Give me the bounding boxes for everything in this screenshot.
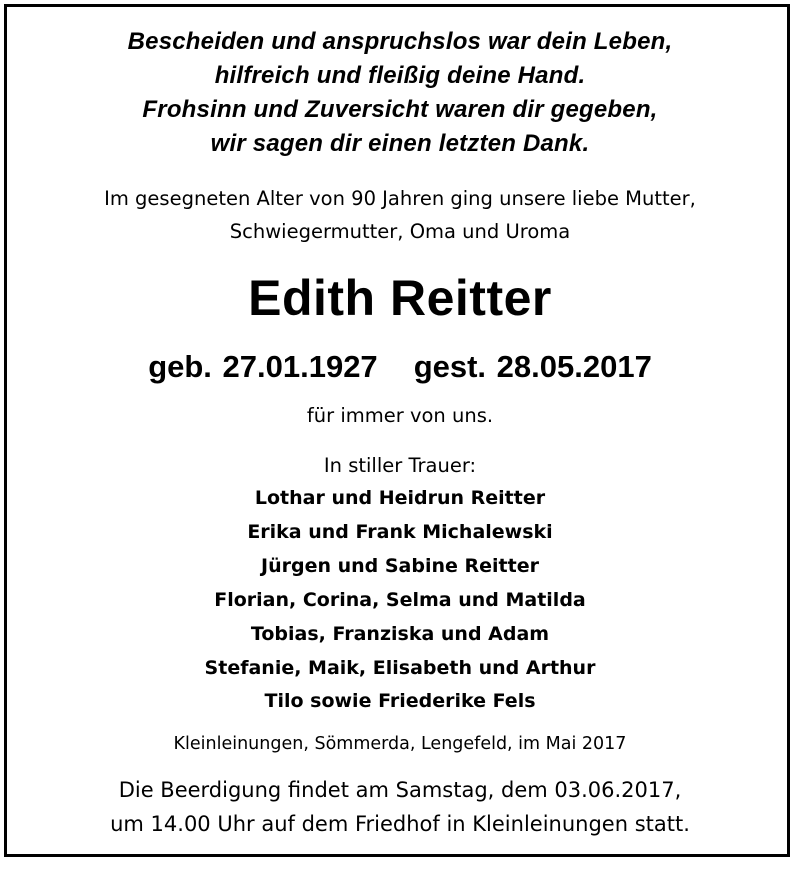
life-dates bbox=[0, 349, 800, 385]
death-date: gest. 28.05.2017 bbox=[413, 349, 652, 384]
deceased-name: Edith Reitter bbox=[248, 270, 552, 326]
departure-text: für immer von uns. bbox=[306, 404, 494, 427]
mourner-entry: Erika und Frank Michalewski bbox=[247, 521, 553, 543]
mourner-entry: Lothar und Heidrun Reitter bbox=[254, 487, 546, 509]
poem-line: wir sagen dir einen letzten Dank. bbox=[210, 130, 590, 157]
place-date: Kleinleinungen, Sömmerda, Lengefeld, im Mai 2017 bbox=[173, 734, 627, 754]
funeral-info-line: um 14.00 Uhr auf dem Friedhof in Kleinleinungen statt. bbox=[110, 812, 690, 836]
mourning-label: In stiller Trauer: bbox=[323, 454, 477, 477]
birth-date: geb. 27.01.1927 bbox=[148, 349, 378, 384]
mourner-entry: Tilo sowie Friederike Fels bbox=[264, 690, 536, 712]
poem-line: Frohsinn und Zuversicht waren dir gegeben, bbox=[142, 96, 658, 123]
funeral-info-line: Die Beerdigung findet am Samstag, dem 03.06.2017, bbox=[118, 778, 682, 802]
mourner-entry: Tobias, Franziska und Adam bbox=[250, 623, 550, 645]
intro-line: Im gesegneten Alter von 90 Jahren ging unsere liebe Mutter, bbox=[104, 187, 696, 210]
poem-line: hilfreich und fleißig deine Hand. bbox=[214, 62, 586, 89]
mourner-entry: Stefanie, Maik, Elisabeth und Arthur bbox=[204, 657, 596, 679]
poem-line: Bescheiden und anspruchslos war dein Leben, bbox=[127, 28, 673, 55]
intro-line: Schwiegermutter, Oma und Uroma bbox=[229, 220, 571, 243]
mourner-entry: Florian, Corina, Selma und Matilda bbox=[214, 589, 586, 611]
mourner-entry: Jürgen und Sabine Reitter bbox=[261, 555, 539, 577]
